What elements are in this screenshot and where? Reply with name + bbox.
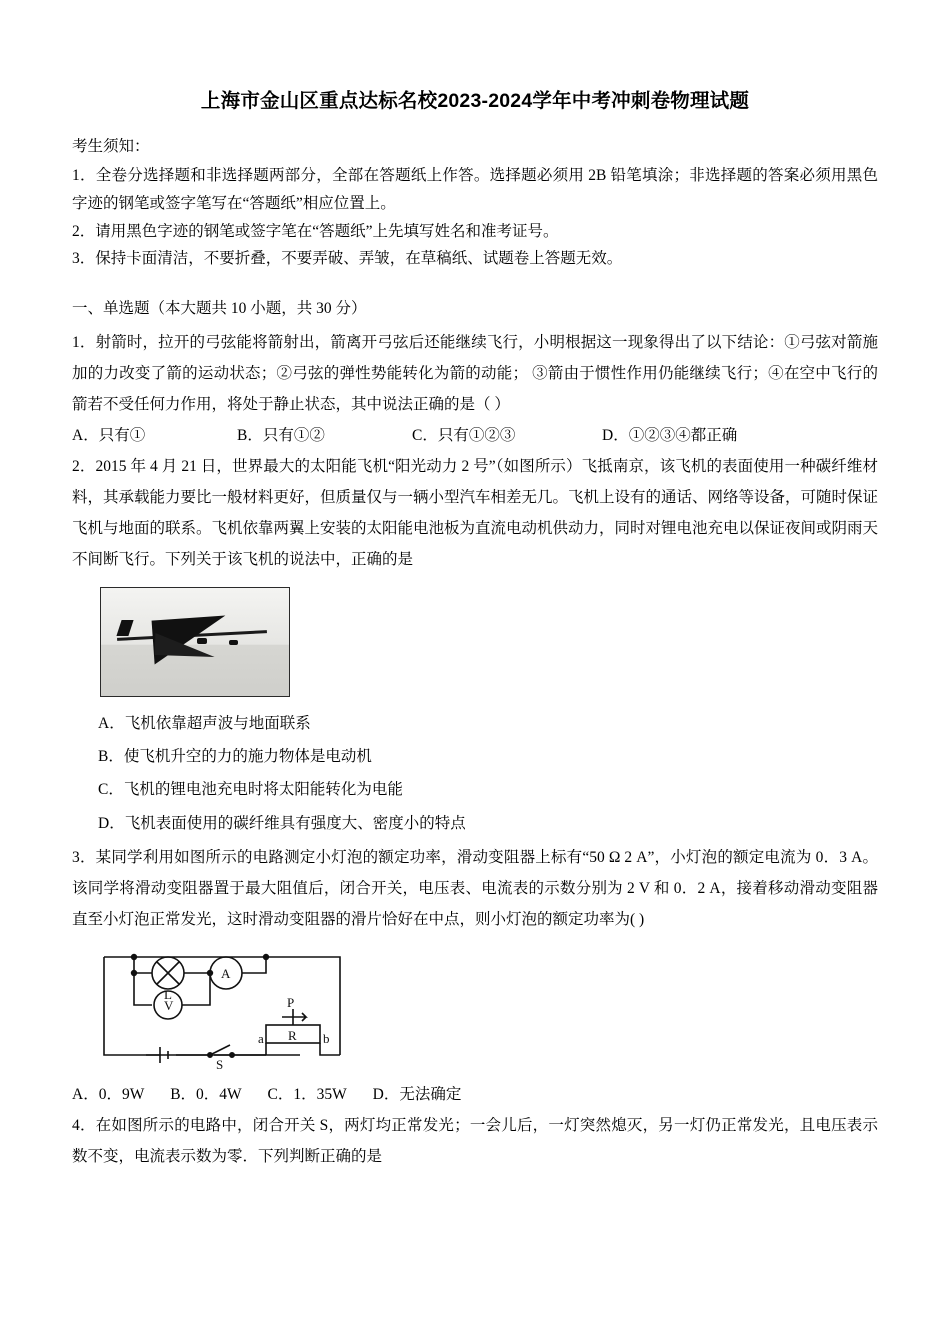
solar-plane-photo [100,587,290,697]
question-3-option-a[interactable]: A．0．9W [72,1085,145,1103]
question-3-stem: 某同学利用如图所示的电路测定小灯泡的额定功率，滑动变阻器上标有“50 Ω 2 A”，小灯泡的额定电流为 0．3 A。该同学将滑动变阻器置于最大阻值后，闭合开关，电压表、电流表的示数分别为 2 V 和 0．2 A，接着移动滑动变阻器直至小灯泡正常发光，这时滑动变阻器的滑片恰好在中点，则小灯泡的额定功率为( ) [72,848,878,928]
notice-item-1: 1．全卷分选择题和非选择题两部分，全部在答题纸上作答。选择题必须用 2B 铅笔填涂；非选择题的答案必须用黑色字迹的钢笔或签字笔写在“答题纸”相应位置上。 [72,167,878,212]
question-3-options [72,1079,878,1110]
circuit-svg [90,943,420,1073]
question-2-option-c[interactable]: C．飞机的锂电池充电时将太阳能转化为电能 [98,781,403,799]
notice-heading: 考生须知： [72,138,150,156]
circuit-label-S: S [216,1056,224,1072]
circuit-label-a: a [258,1030,264,1046]
circuit-diagram-lamp-rheostat [90,943,420,1073]
circuit-label-A: A [221,965,231,981]
circuit-label-P: P [287,994,295,1010]
circuit-label-L: L [164,986,172,1002]
question-1-options [72,420,878,451]
question-3-number: 3． [72,848,96,866]
question-1-option-c[interactable]: C．只有①②③ [412,426,516,444]
circuit-label-b: b [323,1030,330,1046]
circuit-label-R: R [288,1027,297,1043]
question-2-option-d[interactable]: D．飞机表面使用的碳纤维具有强度大、密度小的特点 [98,814,466,832]
circuit-label-V: V [164,997,174,1013]
question-4 [72,1110,878,1172]
question-3 [72,842,878,935]
section-title: 一、单选题（本大题共 10 小题，共 30 分） [72,299,367,317]
plane-pod-2 [229,640,238,645]
question-1-option-a[interactable]: A．只有① [72,426,146,444]
notice-item-2: 2．请用黑色字迹的钢笔或签字笔在“答题纸”上先填写姓名和准考证号。 [72,222,559,240]
question-3-option-c[interactable]: C．1．35W [267,1085,347,1103]
question-4-number: 4． [72,1116,96,1134]
question-2-options [72,707,878,840]
question-1 [72,327,878,420]
question-2-option-b[interactable]: B．使飞机升空的力的施力物体是电动机 [98,747,372,765]
question-2 [72,451,878,575]
question-1-number: 1． [72,333,96,351]
question-1-option-b[interactable]: B．只有①② [237,426,325,444]
plane-pod-1 [197,638,207,644]
page-title: 上海市金山区重点达标名校2023-2024学年中考冲刺卷物理试题 [200,90,750,112]
question-1-stem: 射箭时，拉开的弓弦能将箭射出，箭离开弓弦后还能继续飞行，小明根据这一现象得出了以下结论：①弓弦对箭施加的力改变了箭的运动状态；②弓弦的弹性势能转化为箭的动能； ③箭由于惯性作用仍能继续飞行；④在空中飞行的箭若不受任何力作用，将处于静止状态，其中说法正确的是（ ） [72,333,878,413]
notice-item-3: 3．保持卡面清洁，不要折叠，不要弄破、弄皱，在草稿纸、试题卷上答题无效。 [72,250,623,268]
plane-wing-right [155,633,216,657]
question-4-stem: 在如图所示的电路中，闭合开关 S，两灯均正常发光；一会儿后，一灯突然熄灭，另一灯仍正常发光，且电压表示数不变，电流表示数为零．下列判断正确的是 [72,1116,878,1165]
question-3-option-d[interactable]: D．无法确定 [372,1085,462,1103]
question-2-number: 2． [72,457,96,475]
question-2-stem: 2015 年 4 月 21 日，世界最大的太阳能飞机“阳光动力 2 号”（如图所示）飞抵南京，该飞机的表面使用一种碳纤维材料，其承载能力要比一般材料更好，但质量仅与一辆小型汽车相差无几。飞机上设有的通话、网络等设备，可随时保证飞机与地面的联系。飞机依靠两翼上安装的太阳能电池板为直流电动机供动力，同时对锂电池充电以保证夜间或阴雨天不间断飞行。下列关于该飞机的说法中，正确的是 [72,457,879,568]
question-3-option-b[interactable]: B．0．4W [170,1085,242,1103]
question-2-option-a[interactable]: A．飞机依靠超声波与地面联系 [98,714,311,732]
question-1-option-d[interactable]: D．①②③④都正确 [602,426,738,444]
